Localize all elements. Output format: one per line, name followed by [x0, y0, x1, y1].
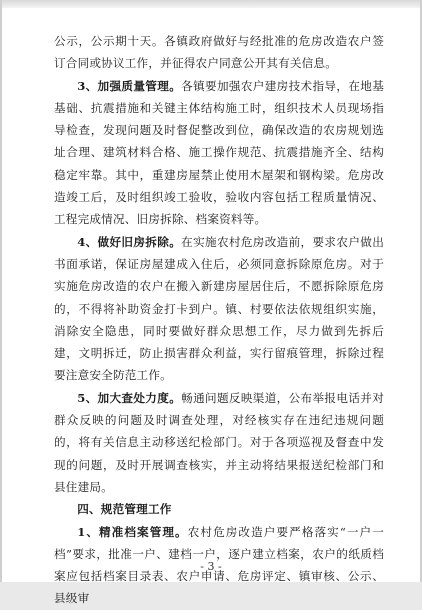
paragraph-investigation [54, 387, 384, 498]
document-body [54, 30, 384, 610]
paragraph-quality-management [54, 75, 384, 231]
paragraph-text: 畅通问题反映渠道，公布举报电话并对群众反映的问题及时调查处理，对经核实存在违纪违规问题的，将有关信息主动移送纪检部门。对于各项巡视及督查中发现的问题，及时开展调查核实，并主动将结果报送纪检部门和县住建局。 [54, 390, 384, 494]
page-number: - 3 - [200, 560, 222, 573]
paragraph-text: 公示，公示期十天。各镇政府做好与经批准的危房改造农户签订合同或协议工作，并征得农户同意公开其有关信息。 [54, 34, 384, 71]
paragraph-title: 5、加大查处力度。 [77, 390, 182, 405]
paragraph-title: 1、精准档案管理。 [77, 524, 188, 539]
scan-top-edge [2, 0, 420, 8]
paragraph-text: 农村危房改造户要严格落实“一户一档”要求，批准一户、建档一户，逐户建立档案，农户的纸质档案应包括档案目录表、农户申请、危房评定、镇审核、公示、县级审 [54, 524, 384, 606]
paragraph-continuation [54, 30, 384, 75]
paragraph-title: 4、做好旧房拆除。 [77, 234, 182, 249]
section-heading: 四、规范管理工作 [77, 502, 172, 517]
paragraph-old-house-demolition [54, 231, 384, 387]
paragraph-title: 3、加强质量管理。 [77, 78, 182, 93]
paragraph-text: 在实施农村危房改造前，要求农户做出书面承诺，保证房屋建成入住后，必须同意拆除原危房。对于实施危房改造的农户在搬入新建房屋居住后，不愿拆除原危房的，不得将补助资金打卡到户。镇、村要依法依规组织实施，消除安全隐患，同时要做好群众思想工作，尽力做到先拆后建，文明拆迁，防止损害群众利益，实行留痕管理，拆除过程要注意安全防范工作。 [54, 234, 384, 383]
paragraph-text: 各镇要加强农户建房技术指导，在地基基础、抗震措施和关键主体结构施工时，组织技术人员现场指导检查，发现问题及时督促整改到位，确保改造的农房规划选址合理、建筑材料合格、施工操作规范、抗震措施齐全、结构稳定牢靠。其中，重建房屋禁止使用木屋架和钢构梁。危房改造竣工后，及时组织竣工验收，验收内容包括工程质量情况、工程完成情况、旧房拆除、档案资料等。 [54, 78, 384, 227]
